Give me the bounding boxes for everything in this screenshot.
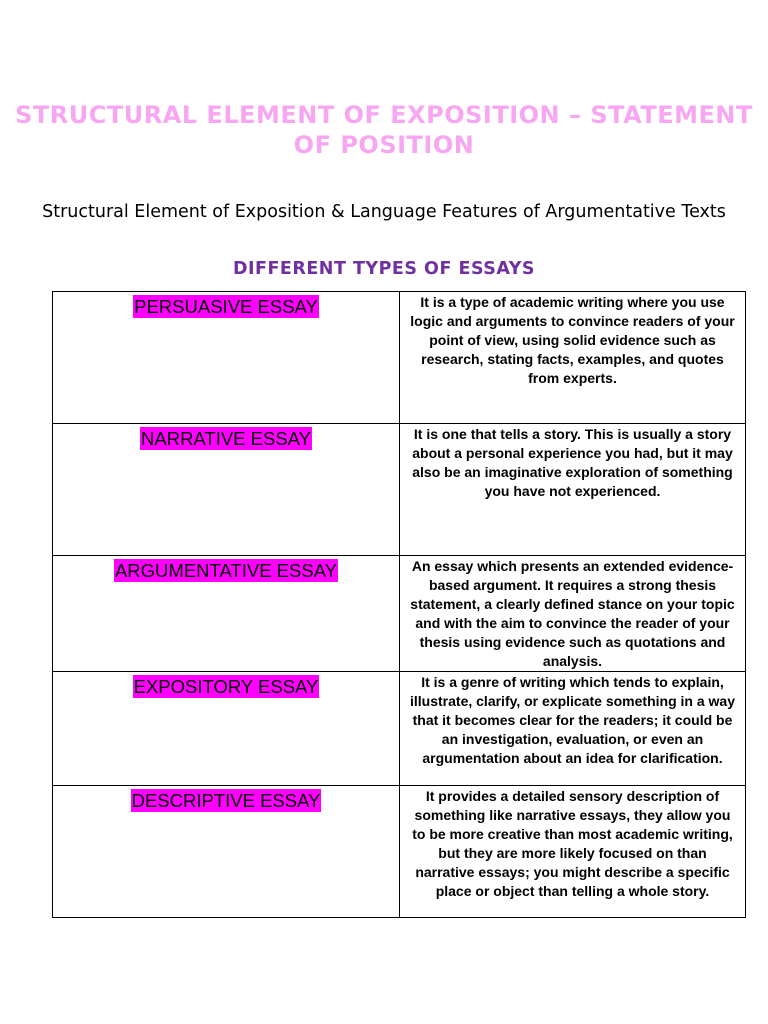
essay-description-cell xyxy=(400,556,746,672)
essay-type-label: PERSUASIVE ESSAY xyxy=(134,296,318,317)
essay-type-cell xyxy=(53,672,400,786)
essay-type-cell xyxy=(53,786,400,918)
essay-description-cell xyxy=(400,672,746,786)
essay-description-cell xyxy=(400,292,746,424)
essay-type-cell xyxy=(53,424,400,556)
document-subtitle: Structural Element of Exposition & Language Features of Argumentative Texts xyxy=(42,202,726,222)
essay-type-label: EXPOSITORY ESSAY xyxy=(133,676,319,697)
table-row xyxy=(53,556,746,672)
essay-type-label: NARRATIVE ESSAY xyxy=(141,428,311,449)
essay-types-table xyxy=(52,291,746,918)
table-row xyxy=(53,786,746,918)
essay-type-label: DESCRIPTIVE ESSAY xyxy=(131,790,321,811)
essay-description: An essay which presents an extended evidence-based argument. It requires a strong thesis statement, a clearly defined stance on your topic and with the aim to convince the reader of your thesis using evidence such as quotations and analysis. xyxy=(410,558,735,669)
essay-description-cell xyxy=(400,424,746,556)
essay-description: It provides a detailed sensory description of something like narrative essays, they allow you to be more creative than most academic writing, but they are more likely focused on than narrative essays; you might describe a specific place or object than telling a whole story. xyxy=(412,788,733,899)
table-row xyxy=(53,292,746,424)
table-row xyxy=(53,672,746,786)
essay-description-cell xyxy=(400,786,746,918)
essay-description: It is one that tells a story. This is usually a story about a personal experience you had, but it may also be an imaginative exploration of something you have not experienced. xyxy=(412,426,733,499)
document-title: STRUCTURAL ELEMENT OF EXPOSITION – STATEMENT OF POSITION xyxy=(15,101,753,159)
essay-description: It is a type of academic writing where you use logic and arguments to convince readers of your point of view, using solid evidence such as research, stating facts, examples, and quotes from experts. xyxy=(410,294,735,386)
essay-type-label: ARGUMENTATIVE ESSAY xyxy=(114,560,338,581)
essay-description: It is a genre of writing which tends to explain, illustrate, clarify, or explicate something in a way that it becomes clear for the readers; it could be an investigation, evaluation, or even an argumentation about an idea for clarification. xyxy=(410,674,735,766)
essay-type-cell xyxy=(53,556,400,672)
essay-type-cell xyxy=(53,292,400,424)
table-row xyxy=(53,424,746,556)
section-heading: DIFFERENT TYPES OF ESSAYS xyxy=(232,259,536,279)
